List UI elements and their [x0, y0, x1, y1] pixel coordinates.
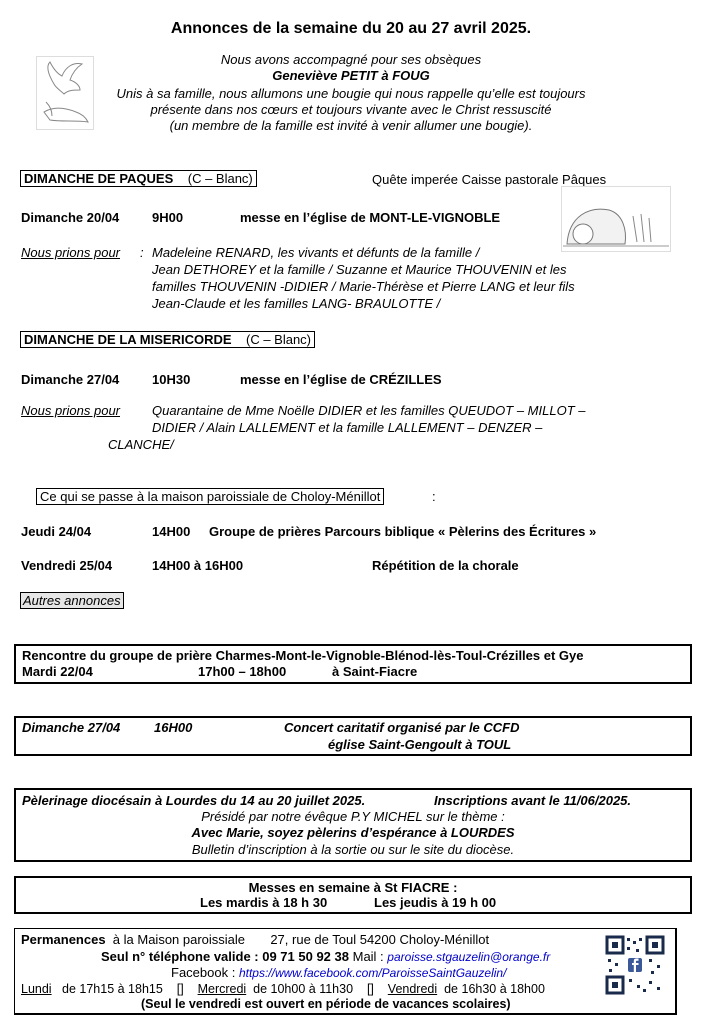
messes-mardis: Les mardis à 18 h 30: [200, 895, 328, 910]
vacances-note: (Seul le vendredi est ouvert en période de vacances scolaires): [141, 997, 511, 1011]
mail-link[interactable]: paroisse.stgauzelin@orange.fr: [387, 950, 551, 964]
messes-title: Messes en semaine à St FIACRE :: [248, 880, 458, 895]
concert-line: Concert caritatif organisé par le CCFD: [284, 720, 520, 735]
autres-annonces-label: Autres annonces: [20, 592, 124, 609]
mass-time: 9H00: [152, 210, 184, 225]
event-day: Jeudi 24/04: [21, 524, 92, 539]
paques-heading: DIMANCHE DE PAQUES (C – Blanc): [20, 170, 257, 187]
pelerinage-inscriptions: Inscriptions avant le 11/06/2025.: [434, 793, 632, 808]
prions-label: Nous prions pour: [21, 245, 120, 260]
mass-day: Dimanche 20/04: [21, 210, 120, 225]
qr-code-icon[interactable]: [605, 935, 665, 995]
rencontre-day: Mardi 22/04: [22, 664, 93, 679]
facebook-line: Facebook : https://www.facebook.com/ParoisseSaintGauzelin/: [171, 965, 507, 980]
pelerinage-theme: Avec Marie, soyez pèlerins d’espérance à LOURDES: [191, 825, 515, 840]
concert-day: Dimanche 27/04: [22, 720, 121, 735]
empty-tomb-icon: [561, 186, 671, 252]
concert-line: église Saint-Gengoult à TOUL: [328, 737, 512, 752]
intention-line: Quarantaine de Mme Noëlle DIDIER et les familles QUEUDOT – MILLOT –: [152, 403, 586, 418]
rencontre-box: [14, 644, 692, 684]
pelerinage-box: [14, 788, 692, 862]
maison-colon: :: [432, 489, 436, 504]
intention-line: DIDIER / Alain LALLEMENT et la famille LALLEMENT – DENZER –: [152, 420, 543, 435]
facebook-link[interactable]: https://www.facebook.com/ParoisseSaintGauzelin/: [238, 966, 507, 980]
rencontre-place: à Saint-Fiacre: [332, 664, 418, 679]
event-text: Groupe de prières Parcours biblique « Pèlerins des Écritures »: [209, 524, 597, 539]
messes-jeudis: Les jeudis à 19 h 00: [374, 895, 497, 910]
rencontre-line: Rencontre du groupe de prière Charmes-Mont-le-Vignoble-Blénod-lès-Toul-Crézilles et Gye: [22, 648, 584, 663]
obituary-line: présente dans nos cœurs et toujours vivante avec le Christ ressuscité: [150, 102, 552, 117]
pelerinage-line: Bulletin d’inscription à la sortie ou sur le site du diocèse.: [191, 842, 515, 857]
rencontre-time: 17h00 – 18h00: [198, 664, 287, 679]
concert-box: [14, 716, 692, 756]
intention-line: familles THOUVENIN -DIDIER / Marie-Thérèse et Pierre LANG et leur fils: [152, 279, 575, 294]
mass-place: messe en l’église de MONT-LE-VIGNOBLE: [240, 210, 501, 225]
intention-line: Madeleine RENARD, les vivants et défunts de la famille /: [152, 245, 480, 260]
intention-line: CLANCHE/: [108, 437, 174, 452]
mass-day: Dimanche 27/04: [21, 372, 120, 387]
obituary-name: Geneviève PETIT à FOUG: [272, 68, 430, 83]
page-title: Annonces de la semaine du 20 au 27 avril 2025.: [170, 20, 532, 37]
prions-sep: :: [140, 245, 144, 260]
pelerinage-line: Pèlerinage diocésain à Lourdes du 14 au 20 juillet 2025.: [22, 793, 366, 808]
hours-line: Lundi de 17h15 à 18h15 [] Mercredi de 10h00 à 11h30 [] Vendredi de 16h30 à 18h00: [21, 982, 545, 996]
event-time: 14H00: [152, 524, 191, 539]
contact-line: Seul n° téléphone valide : 09 71 50 92 38 Mail : paroisse.stgauzelin@orange.fr: [101, 949, 551, 964]
intention-line: Jean-Claude et les familles LANG- BRAULOTTE /: [152, 296, 441, 311]
concert-time: 16H00: [154, 720, 193, 735]
quete-note: Quête imperée Caisse pastorale Pâques: [372, 172, 607, 187]
pelerinage-line: Présidé par notre évêque P.Y MICHEL sur le thème :: [201, 809, 505, 824]
event-time: 14H00 à 16H00: [152, 558, 244, 573]
messes-box: [14, 876, 692, 914]
misericorde-heading: DIMANCHE DE LA MISERICORDE (C – Blanc): [20, 331, 315, 348]
event-day: Vendredi 25/04: [21, 558, 113, 573]
obituary-line: Nous avons accompagné pour ses obsèques: [220, 52, 482, 67]
obituary-line: Unis à sa famille, nous allumons une bougie qui nous rappelle qu’elle est toujours: [116, 86, 586, 101]
permanences-box: [14, 928, 677, 1015]
event-text: Répétition de la chorale: [372, 558, 519, 573]
obituary-line: (un membre de la famille est invité à venir allumer une bougie).: [169, 118, 533, 133]
mass-place: messe en l’église de CRÉZILLES: [240, 372, 442, 387]
permanences-line: Permanences à la Maison paroissiale 27, rue de Toul 54200 Choloy-Ménillot: [21, 932, 490, 947]
maison-heading: Ce qui se passe à la maison paroissiale de Choloy-Ménillot: [36, 488, 384, 505]
mass-time: 10H30: [152, 372, 191, 387]
prions-label: Nous prions pour: [21, 403, 120, 418]
intention-line: Jean DETHOREY et la famille / Suzanne et Maurice THOUVENIN et les: [152, 262, 567, 277]
